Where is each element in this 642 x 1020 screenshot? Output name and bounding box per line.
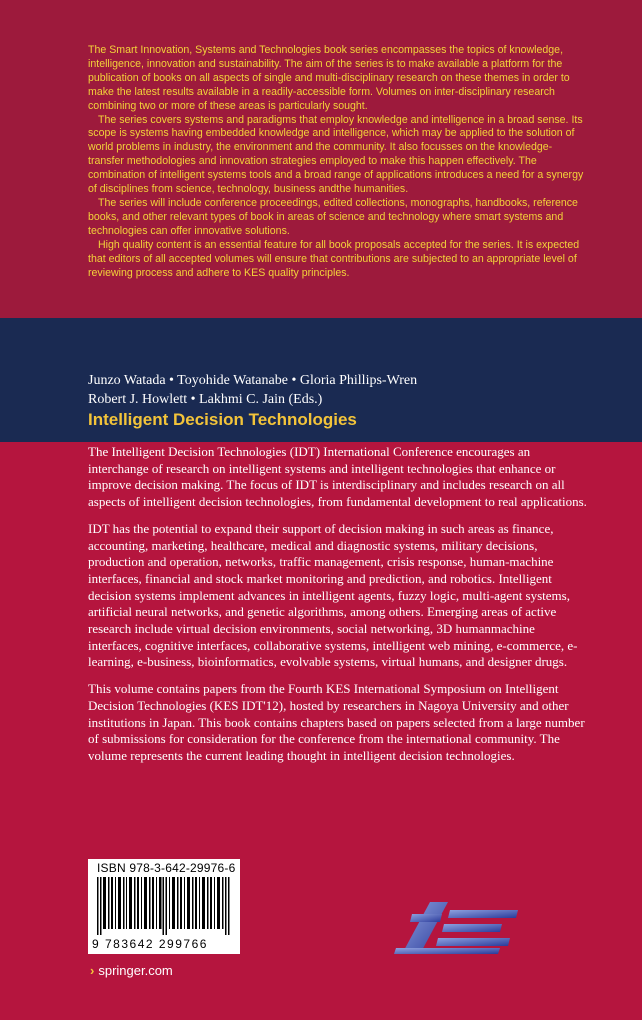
series-paragraph: The series covers systems and paradigms that employ knowledge and intelligence in a broad sense. Its scope is systems having embedded knowledge and intelligence, which may be applied to the solution of world problems in industry, the environment and the community. It also focusses on the knowledge-transfer methodologies and innovation strategies employed to make this happen effectively. The combination of intelligent systems tools and a broad range of applications introduces a need for a synergy of disciplines from science, technology, business andthe humanities. bbox=[88, 113, 584, 196]
series-paragraph: High quality content is an essential feature for all book proposals accepted for the series. It is expected that editors of all accepted volumes will ensure that contributions are subjected to an appropriate level of reviewing process and adhere to KES quality principles. bbox=[88, 238, 580, 279]
kes-logo-icon bbox=[390, 900, 520, 956]
series-description-panel bbox=[0, 0, 642, 318]
authors-line: Robert J. Howlett • Lakhmi C. Jain (Eds.) bbox=[88, 392, 323, 407]
publisher-link[interactable] bbox=[90, 963, 173, 978]
barcode-box bbox=[88, 859, 240, 954]
description-paragraph: IDT has the potential to expand their support of decision making in such areas as finance, accounting, marketing, healthcare, medical and diagnostic systems, military decisions, production and operation, networks, traffic management, crisis response, human-machine interfaces, financial and stock market monitoring and prediction, and robotics. Intelligent decision systems implement advances in intelligent agents, fuzzy logic, multi-agent systems, artificial neural networks, and genetic algorithms, among others. Emerging areas of active research include virtual decision environments, social networking, 3D humanmachine interfaces, cognitive interfaces, collaborative systems, intelligent web mining, e-commerce, e-learning, e-business, bioinformatics, evolvable systems, virtual humans, and designer drugs. bbox=[88, 520, 578, 670]
barcode-icon bbox=[97, 877, 231, 935]
chevron-right-icon: › bbox=[90, 963, 95, 978]
authors bbox=[88, 371, 608, 409]
description-paragraph: This volume contains papers from the Fourth KES International Symposium on Intelligent Decision Technologies (KES IDT'12), hosted by researchers in Nagoya University and other institutions in Japan. This book contains chapters based on papers selected from a large number of submissions for consideration for the conference from the international community. The volume represents the current leading thought in intelligent decision technologies. bbox=[88, 681, 585, 763]
authors-line: Junzo Watada • Toyohide Watanabe • Gloria Phillips-Wren bbox=[88, 373, 418, 388]
book-description bbox=[88, 444, 588, 775]
publisher-url: springer.com bbox=[98, 963, 173, 978]
description-paragraph: The Intelligent Decision Technologies (IDT) International Conference encourages an interchange of research on intelligent systems and intelligent technologies that enhance or improve decision making. The focus of IDT is interdisciplinary and includes research on all aspects of intelligent decision technologies, from fundamental development to real applications. bbox=[88, 444, 587, 510]
series-description bbox=[88, 44, 588, 280]
isbn-label: ISBN 978-3-642-29976-6 bbox=[97, 861, 236, 875]
barcode-number: 9 783642 299766 bbox=[92, 937, 208, 951]
series-paragraph: The Smart Innovation, Systems and Technologies book series encompasses the topics of knowledge, intelligence, innovation and sustainability. The aim of the series is to make available a platform for the publication of books on all aspects of single and multi-disciplinary research on these themes in order to make the latest results available in a readily-accessible form. Volumes on inter-disciplinary research combining two or more of these areas is particularly sought. bbox=[88, 44, 570, 112]
book-title: Intelligent Decision Technologies bbox=[88, 410, 357, 429]
series-paragraph: The series will include conference proceedings, edited collections, monographs, handbooks, reference books, and other relevant types of book in areas of science and technology where smart systems and technologies can offer innovative solutions. bbox=[88, 196, 578, 237]
